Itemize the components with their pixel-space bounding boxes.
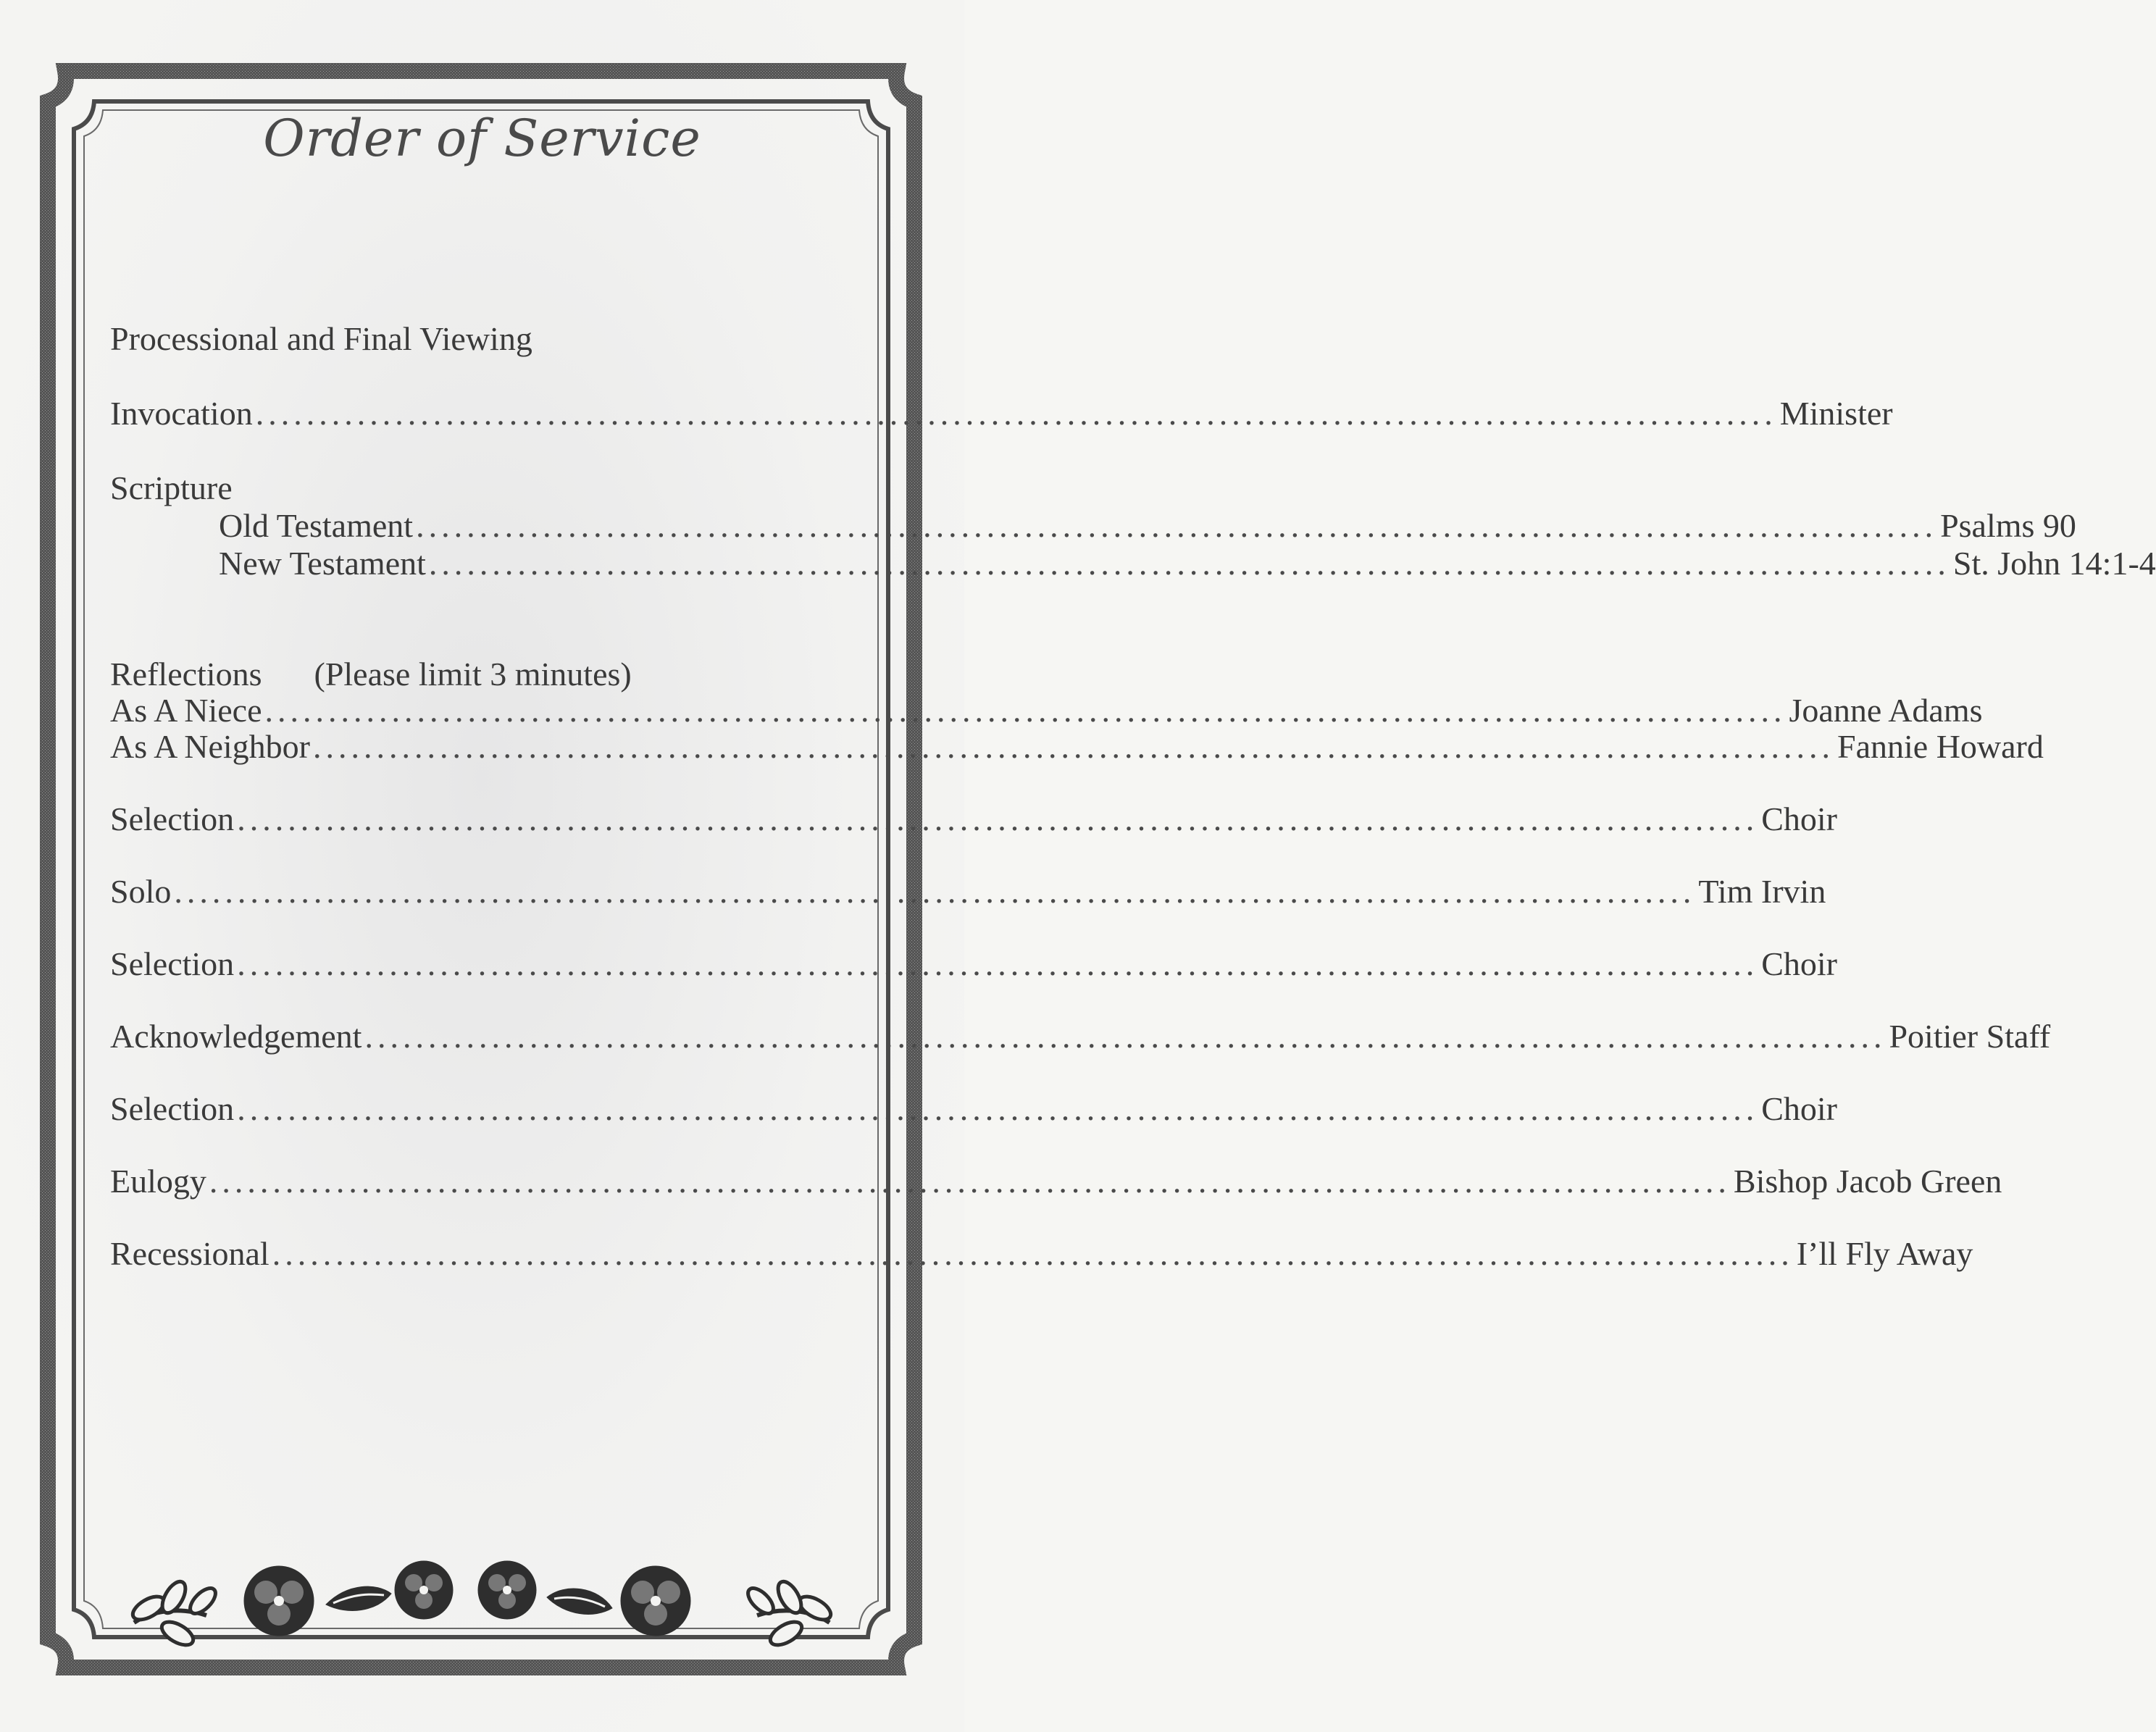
program-value: I’ll Fly Away: [1796, 1235, 1973, 1272]
program-label: Solo: [110, 873, 172, 910]
leader-dots: ........................................................................................................................: [416, 507, 1938, 544]
leader-dots: ........................................................................................................................: [313, 728, 1834, 765]
new-testament-row: [219, 545, 2156, 582]
old-testament-row: [219, 507, 2076, 545]
neighbor-label: As A Neighbor: [110, 728, 310, 765]
reflections-heading: [110, 656, 632, 693]
neighbor-row: [110, 728, 2044, 766]
leader-dots: ........................................................................................................................: [237, 945, 1759, 982]
leader-dots: ........................................................................................................................: [237, 1090, 1759, 1127]
ornamental-frame-icon: [0, 0, 964, 1732]
reflections-label: Reflections: [110, 656, 262, 693]
program-label: Acknowledgement: [110, 1018, 362, 1055]
program-row: [110, 1235, 1973, 1273]
leader-dots: ........................................................................................................................: [272, 1235, 1794, 1272]
leader-dots: ........................................................................................................................: [174, 873, 1696, 910]
program-label: Selection: [110, 800, 235, 837]
neighbor-value: Fannie Howard: [1837, 728, 2044, 765]
leader-dots: ........................................................................................................................: [264, 692, 1787, 729]
invocation-label: Invocation: [110, 395, 253, 432]
niece-value: Joanne Adams: [1789, 692, 1983, 729]
niece-row: [110, 692, 1983, 729]
program-row: [110, 1090, 1837, 1128]
leader-dots: ........................................................................................................................: [428, 545, 1950, 582]
new-testament-label: New Testament: [219, 545, 426, 582]
program-value: Tim Irvin: [1698, 873, 1826, 910]
program-label: Eulogy: [110, 1163, 206, 1200]
processional-line: Processional and Final Viewing: [110, 320, 532, 357]
page-title: Order of Service: [263, 109, 701, 168]
program-label: Selection: [110, 1090, 235, 1127]
old-testament-label: Old Testament: [219, 507, 414, 544]
new-testament-value: St. John 14:1-4: [1952, 545, 2156, 582]
program-row: [110, 1018, 2051, 1055]
program-value: Choir: [1761, 945, 1837, 982]
program-label: Recessional: [110, 1235, 270, 1272]
program-value: Choir: [1761, 1090, 1837, 1127]
leader-dots: ........................................................................................................................: [209, 1163, 1731, 1200]
program-label: Selection: [110, 945, 235, 982]
program-value: Bishop Jacob Green: [1733, 1163, 2002, 1200]
program-row: [110, 945, 1837, 983]
invocation-value: Minister: [1779, 395, 1893, 432]
program-row: [110, 800, 1837, 838]
leader-dots: ........................................................................................................................: [237, 800, 1759, 837]
program-row: [110, 873, 1826, 911]
leader-dots: ........................................................................................................................: [364, 1018, 1886, 1055]
program-row: [110, 1163, 2002, 1200]
niece-label: As A Niece: [110, 692, 262, 729]
leader-dots: ........................................................................................................................: [255, 395, 1777, 432]
program-value: Choir: [1761, 800, 1837, 837]
program-value: Poitier Staff: [1889, 1018, 2051, 1055]
invocation-row: [110, 395, 1893, 432]
scripture-heading: Scripture: [110, 469, 233, 506]
old-testament-value: Psalms 90: [1940, 507, 2076, 544]
reflections-note: (Please limit 3 minutes): [314, 656, 632, 693]
